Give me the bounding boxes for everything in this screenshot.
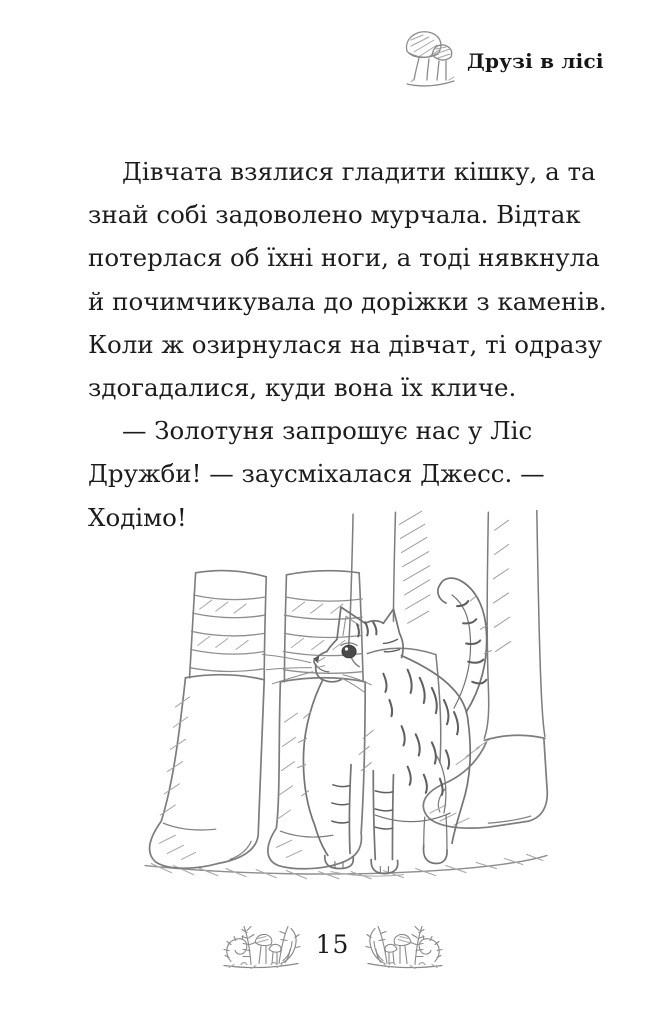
paragraph-line: потерлася об їхні ноги, а тоді нявкнула [88, 243, 600, 273]
footer-ornament-right-icon [365, 918, 445, 973]
paragraph-line: Дівчата взялися гладити кішку, а та [122, 157, 596, 186]
paragraph-line: — Золотуня запрошує нас у Ліс [122, 416, 533, 446]
left-leg-striped-sock [190, 571, 267, 680]
left-boot-a [150, 675, 265, 869]
cat-right-ear [383, 609, 399, 633]
mushrooms-icon [401, 28, 461, 90]
page-number: 15 [315, 930, 350, 959]
cat-tail [438, 578, 487, 712]
cat-outline [303, 578, 486, 873]
paragraph-line: Дружби! — заусміхалася Джесс. — [88, 459, 545, 489]
body-text [88, 150, 607, 539]
paragraph-line: Ходімо! [88, 502, 187, 532]
cat-illustration [133, 510, 557, 894]
chapter-title: Друзі в лісі [467, 49, 604, 73]
paragraph-line: й почимчикувала до доріжки з каменів. [88, 286, 607, 316]
cat-stripes [332, 601, 486, 829]
paragraph-line: знай собі задоволено мурчала. Відтак [88, 200, 581, 230]
paragraph-line: Коли ж озирнулася на дівчат, ті одразу [88, 329, 603, 359]
paragraph-line: здогадалися, куди вона їх кличе. [88, 372, 517, 402]
